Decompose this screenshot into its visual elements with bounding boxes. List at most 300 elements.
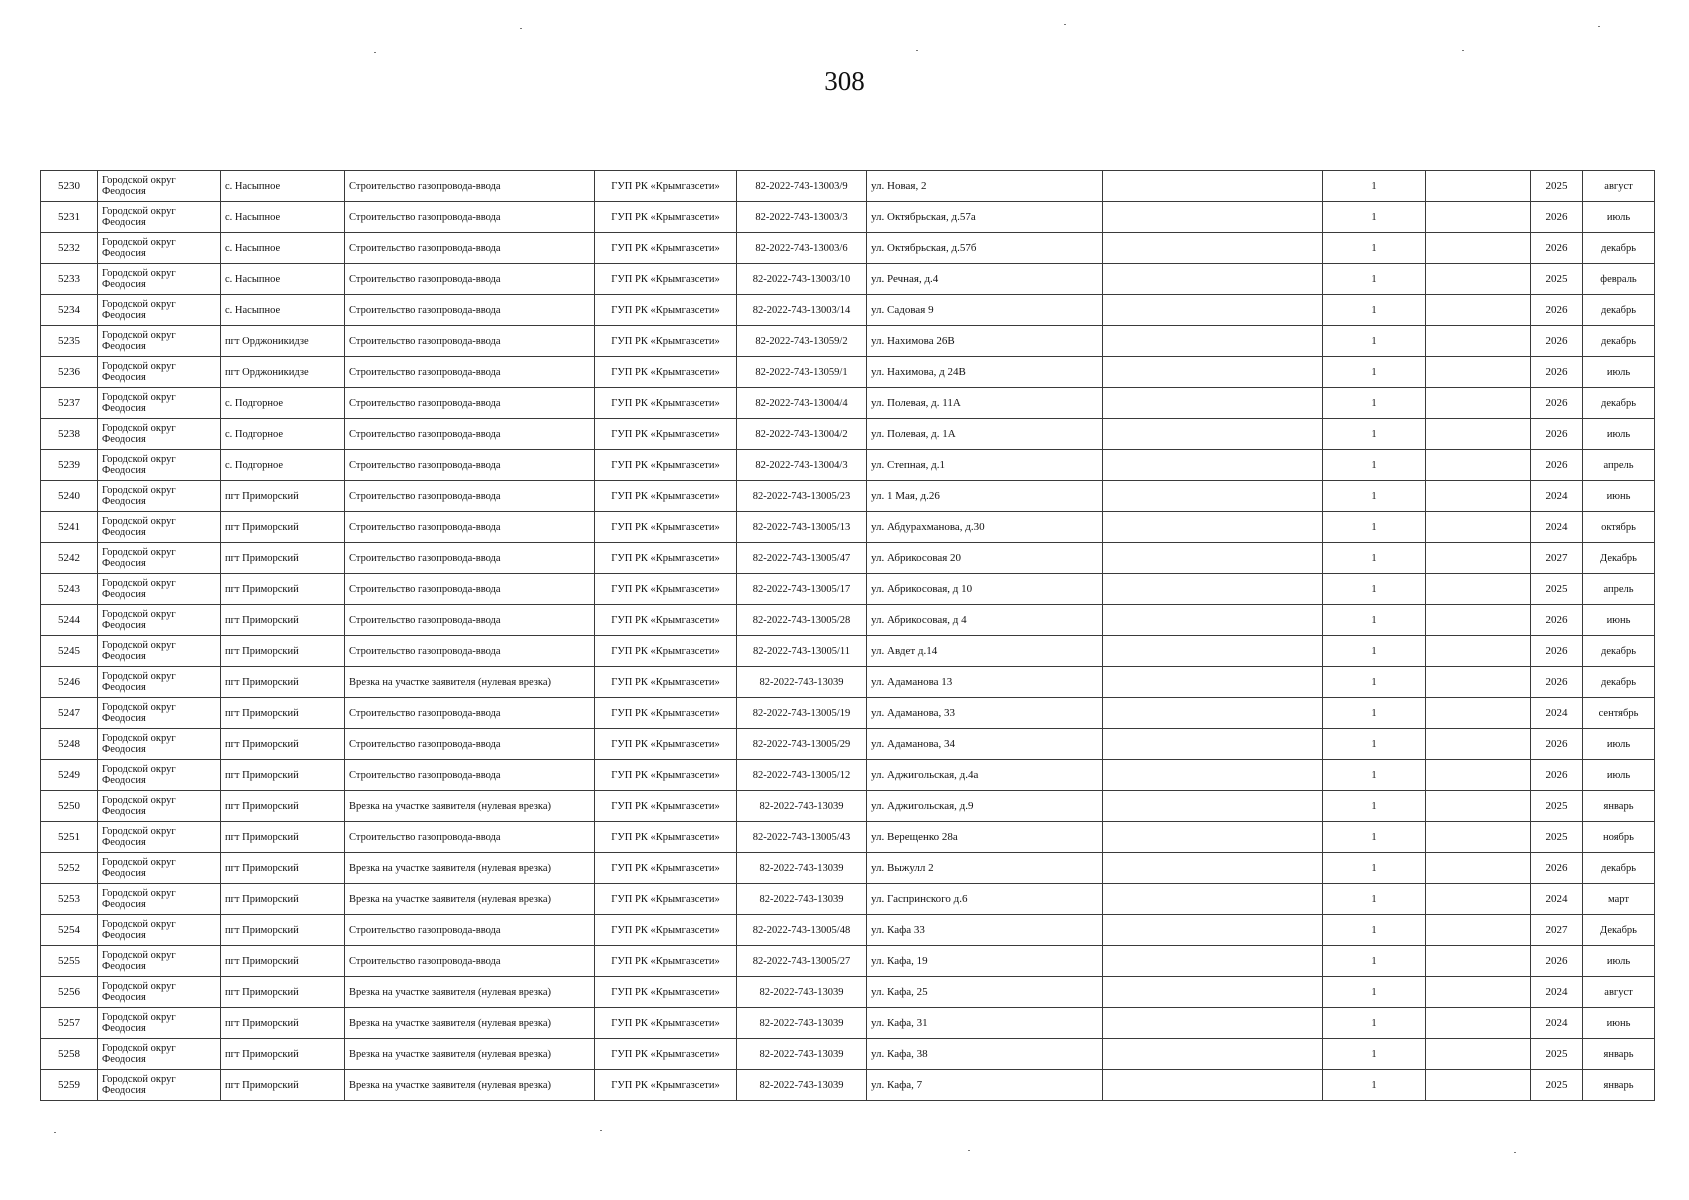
table-row <box>41 729 1655 760</box>
locality-cell: с. Насыпное <box>221 171 345 202</box>
project-code-cell: 82-2022-743-13003/10 <box>737 264 867 295</box>
project-code-cell: 82-2022-743-13004/4 <box>737 388 867 419</box>
month-cell: декабрь <box>1583 295 1655 326</box>
scan-speck <box>374 52 376 53</box>
row-number-cell: 5243 <box>41 574 98 605</box>
row-number-cell: 5258 <box>41 1039 98 1070</box>
blank-cell <box>1426 1008 1531 1039</box>
organization-cell: ГУП РК «Крымгазсети» <box>595 233 737 264</box>
blank-cell <box>1426 884 1531 915</box>
work-type-cell: Врезка на участке заявителя (нулевая врезка) <box>345 1039 595 1070</box>
work-type-cell: Строительство газопровода-ввода <box>345 171 595 202</box>
locality-cell: с. Подгорное <box>221 419 345 450</box>
blank-cell <box>1103 729 1323 760</box>
blank-cell <box>1426 636 1531 667</box>
organization-cell: ГУП РК «Крымгазсети» <box>595 512 737 543</box>
year-cell: 2025 <box>1531 171 1583 202</box>
project-code-cell: 82-2022-743-13005/17 <box>737 574 867 605</box>
address-cell: ул. Гаспринского д.6 <box>867 884 1103 915</box>
row-number-cell: 5233 <box>41 264 98 295</box>
address-cell: ул. Выжулл 2 <box>867 853 1103 884</box>
month-cell: июнь <box>1583 481 1655 512</box>
locality-cell: пгт Приморский <box>221 760 345 791</box>
address-cell: ул. Адаманова, 33 <box>867 698 1103 729</box>
row-number-cell: 5240 <box>41 481 98 512</box>
address-cell: ул. Октябрьская, д.57а <box>867 202 1103 233</box>
table-row <box>41 1039 1655 1070</box>
year-cell: 2026 <box>1531 233 1583 264</box>
year-cell: 2025 <box>1531 822 1583 853</box>
row-number-cell: 5235 <box>41 326 98 357</box>
district-cell: Городской округ Феодосия <box>98 853 221 884</box>
locality-cell: пгт Приморский <box>221 605 345 636</box>
locality-cell: с. Насыпное <box>221 264 345 295</box>
year-cell: 2026 <box>1531 388 1583 419</box>
organization-cell: ГУП РК «Крымгазсети» <box>595 915 737 946</box>
blank-cell <box>1103 202 1323 233</box>
locality-cell: с. Насыпное <box>221 295 345 326</box>
scan-speck <box>1598 26 1600 27</box>
table-row <box>41 512 1655 543</box>
row-number-cell: 5248 <box>41 729 98 760</box>
quantity-cell: 1 <box>1323 915 1426 946</box>
district-cell: Городской округ Феодосия <box>98 605 221 636</box>
row-number-cell: 5231 <box>41 202 98 233</box>
district-cell: Городской округ Феодосия <box>98 388 221 419</box>
quantity-cell: 1 <box>1323 357 1426 388</box>
month-cell: Декабрь <box>1583 543 1655 574</box>
month-cell: июль <box>1583 202 1655 233</box>
blank-cell <box>1103 946 1323 977</box>
year-cell: 2026 <box>1531 202 1583 233</box>
blank-cell <box>1103 760 1323 791</box>
blank-cell <box>1426 233 1531 264</box>
blank-cell <box>1103 295 1323 326</box>
month-cell: декабрь <box>1583 233 1655 264</box>
blank-cell <box>1103 853 1323 884</box>
blank-cell <box>1103 357 1323 388</box>
table-row <box>41 636 1655 667</box>
district-cell: Городской округ Феодосия <box>98 419 221 450</box>
table-row <box>41 388 1655 419</box>
blank-cell <box>1426 543 1531 574</box>
address-cell: ул. Адаманова 13 <box>867 667 1103 698</box>
address-cell: ул. Речная, д.4 <box>867 264 1103 295</box>
work-type-cell: Строительство газопровода-ввода <box>345 760 595 791</box>
organization-cell: ГУП РК «Крымгазсети» <box>595 574 737 605</box>
month-cell: апрель <box>1583 450 1655 481</box>
year-cell: 2026 <box>1531 605 1583 636</box>
month-cell: декабрь <box>1583 636 1655 667</box>
work-type-cell: Врезка на участке заявителя (нулевая врезка) <box>345 791 595 822</box>
district-cell: Городской округ Феодосия <box>98 1008 221 1039</box>
locality-cell: пгт Приморский <box>221 574 345 605</box>
year-cell: 2027 <box>1531 915 1583 946</box>
blank-cell <box>1426 202 1531 233</box>
table-row <box>41 977 1655 1008</box>
row-number-cell: 5253 <box>41 884 98 915</box>
row-number-cell: 5250 <box>41 791 98 822</box>
project-code-cell: 82-2022-743-13004/2 <box>737 419 867 450</box>
table-row <box>41 171 1655 202</box>
district-cell: Городской округ Феодосия <box>98 326 221 357</box>
address-cell: ул. Полевая, д. 1А <box>867 419 1103 450</box>
work-type-cell: Строительство газопровода-ввода <box>345 450 595 481</box>
address-cell: ул. Аджигольская, д.9 <box>867 791 1103 822</box>
blank-cell <box>1103 512 1323 543</box>
locality-cell: с. Насыпное <box>221 202 345 233</box>
district-cell: Городской округ Феодосия <box>98 915 221 946</box>
year-cell: 2025 <box>1531 1039 1583 1070</box>
project-code-cell: 82-2022-743-13005/13 <box>737 512 867 543</box>
organization-cell: ГУП РК «Крымгазсети» <box>595 264 737 295</box>
blank-cell <box>1426 729 1531 760</box>
organization-cell: ГУП РК «Крымгазсети» <box>595 171 737 202</box>
district-cell: Городской округ Феодосия <box>98 698 221 729</box>
month-cell: июль <box>1583 419 1655 450</box>
district-cell: Городской округ Феодосия <box>98 171 221 202</box>
blank-cell <box>1103 884 1323 915</box>
quantity-cell: 1 <box>1323 791 1426 822</box>
table-row <box>41 760 1655 791</box>
quantity-cell: 1 <box>1323 946 1426 977</box>
row-number-cell: 5238 <box>41 419 98 450</box>
year-cell: 2025 <box>1531 791 1583 822</box>
district-cell: Городской округ Феодосия <box>98 574 221 605</box>
table-row <box>41 667 1655 698</box>
locality-cell: пгт Приморский <box>221 977 345 1008</box>
row-number-cell: 5246 <box>41 667 98 698</box>
blank-cell <box>1103 264 1323 295</box>
quantity-cell: 1 <box>1323 636 1426 667</box>
row-number-cell: 5256 <box>41 977 98 1008</box>
work-type-cell: Строительство газопровода-ввода <box>345 481 595 512</box>
table-row <box>41 822 1655 853</box>
quantity-cell: 1 <box>1323 388 1426 419</box>
month-cell: март <box>1583 884 1655 915</box>
project-code-cell: 82-2022-743-13004/3 <box>737 450 867 481</box>
row-number-cell: 5234 <box>41 295 98 326</box>
work-type-cell: Строительство газопровода-ввода <box>345 822 595 853</box>
quantity-cell: 1 <box>1323 1070 1426 1101</box>
district-cell: Городской округ Феодосия <box>98 233 221 264</box>
locality-cell: с. Подгорное <box>221 450 345 481</box>
organization-cell: ГУП РК «Крымгазсети» <box>595 760 737 791</box>
organization-cell: ГУП РК «Крымгазсети» <box>595 1008 737 1039</box>
table-row <box>41 605 1655 636</box>
locality-cell: пгт Приморский <box>221 791 345 822</box>
quantity-cell: 1 <box>1323 729 1426 760</box>
project-code-cell: 82-2022-743-13039 <box>737 667 867 698</box>
row-number-cell: 5232 <box>41 233 98 264</box>
work-type-cell: Врезка на участке заявителя (нулевая врезка) <box>345 884 595 915</box>
year-cell: 2026 <box>1531 760 1583 791</box>
scan-speck <box>968 1150 970 1151</box>
locality-cell: пгт Приморский <box>221 853 345 884</box>
table-row <box>41 1008 1655 1039</box>
quantity-cell: 1 <box>1323 264 1426 295</box>
project-code-cell: 82-2022-743-13003/14 <box>737 295 867 326</box>
project-code-cell: 82-2022-743-13005/28 <box>737 605 867 636</box>
project-code-cell: 82-2022-743-13039 <box>737 1039 867 1070</box>
district-cell: Городской округ Феодосия <box>98 202 221 233</box>
row-number-cell: 5239 <box>41 450 98 481</box>
address-cell: ул. Новая, 2 <box>867 171 1103 202</box>
year-cell: 2026 <box>1531 419 1583 450</box>
blank-cell <box>1103 822 1323 853</box>
blank-cell <box>1426 946 1531 977</box>
district-cell: Городской округ Феодосия <box>98 760 221 791</box>
address-cell: ул. Абрикосовая, д 4 <box>867 605 1103 636</box>
locality-cell: пгт Орджоникидзе <box>221 326 345 357</box>
district-cell: Городской округ Феодосия <box>98 729 221 760</box>
blank-cell <box>1426 915 1531 946</box>
table-row <box>41 698 1655 729</box>
project-code-cell: 82-2022-743-13003/6 <box>737 233 867 264</box>
year-cell: 2026 <box>1531 853 1583 884</box>
organization-cell: ГУП РК «Крымгазсети» <box>595 791 737 822</box>
year-cell: 2024 <box>1531 512 1583 543</box>
month-cell: январь <box>1583 1070 1655 1101</box>
district-cell: Городской округ Феодосия <box>98 543 221 574</box>
month-cell: Декабрь <box>1583 915 1655 946</box>
address-cell: ул. Кафа, 31 <box>867 1008 1103 1039</box>
blank-cell <box>1426 791 1531 822</box>
table-row <box>41 543 1655 574</box>
month-cell: октябрь <box>1583 512 1655 543</box>
project-code-cell: 82-2022-743-13005/12 <box>737 760 867 791</box>
quantity-cell: 1 <box>1323 977 1426 1008</box>
month-cell: апрель <box>1583 574 1655 605</box>
blank-cell <box>1426 667 1531 698</box>
blank-cell <box>1426 512 1531 543</box>
table-row <box>41 915 1655 946</box>
organization-cell: ГУП РК «Крымгазсети» <box>595 419 737 450</box>
quantity-cell: 1 <box>1323 853 1426 884</box>
district-cell: Городской округ Феодосия <box>98 1070 221 1101</box>
locality-cell: пгт Приморский <box>221 915 345 946</box>
year-cell: 2024 <box>1531 481 1583 512</box>
blank-cell <box>1426 605 1531 636</box>
work-type-cell: Врезка на участке заявителя (нулевая врезка) <box>345 1070 595 1101</box>
work-type-cell: Строительство газопровода-ввода <box>345 326 595 357</box>
table-row <box>41 202 1655 233</box>
project-code-cell: 82-2022-743-13003/9 <box>737 171 867 202</box>
project-code-cell: 82-2022-743-13005/48 <box>737 915 867 946</box>
district-cell: Городской округ Феодосия <box>98 357 221 388</box>
work-type-cell: Строительство газопровода-ввода <box>345 543 595 574</box>
organization-cell: ГУП РК «Крымгазсети» <box>595 667 737 698</box>
scan-speck <box>916 50 918 51</box>
project-code-cell: 82-2022-743-13005/19 <box>737 698 867 729</box>
project-code-cell: 82-2022-743-13039 <box>737 884 867 915</box>
blank-cell <box>1103 419 1323 450</box>
district-cell: Городской округ Феодосия <box>98 977 221 1008</box>
year-cell: 2026 <box>1531 326 1583 357</box>
address-cell: ул. Полевая, д. 11А <box>867 388 1103 419</box>
project-code-cell: 82-2022-743-13059/1 <box>737 357 867 388</box>
blank-cell <box>1426 574 1531 605</box>
project-code-cell: 82-2022-743-13039 <box>737 791 867 822</box>
blank-cell <box>1103 698 1323 729</box>
row-number-cell: 5247 <box>41 698 98 729</box>
quantity-cell: 1 <box>1323 419 1426 450</box>
quantity-cell: 1 <box>1323 667 1426 698</box>
month-cell: июль <box>1583 357 1655 388</box>
quantity-cell: 1 <box>1323 574 1426 605</box>
month-cell: январь <box>1583 791 1655 822</box>
locality-cell: пгт Приморский <box>221 884 345 915</box>
address-cell: ул. 1 Мая, д.26 <box>867 481 1103 512</box>
quantity-cell: 1 <box>1323 884 1426 915</box>
work-type-cell: Строительство газопровода-ввода <box>345 512 595 543</box>
locality-cell: пгт Приморский <box>221 636 345 667</box>
locality-cell: пгт Приморский <box>221 698 345 729</box>
row-number-cell: 5237 <box>41 388 98 419</box>
work-type-cell: Строительство газопровода-ввода <box>345 946 595 977</box>
table-row <box>41 419 1655 450</box>
quantity-cell: 1 <box>1323 295 1426 326</box>
address-cell: ул. Авдет д.14 <box>867 636 1103 667</box>
scan-speck <box>54 1132 56 1133</box>
blank-cell <box>1103 233 1323 264</box>
address-cell: ул. Абрикосовая 20 <box>867 543 1103 574</box>
table-row <box>41 450 1655 481</box>
organization-cell: ГУП РК «Крымгазсети» <box>595 543 737 574</box>
blank-cell <box>1426 853 1531 884</box>
table-row <box>41 791 1655 822</box>
organization-cell: ГУП РК «Крымгазсети» <box>595 295 737 326</box>
organization-cell: ГУП РК «Крымгазсети» <box>595 357 737 388</box>
month-cell: июль <box>1583 946 1655 977</box>
year-cell: 2026 <box>1531 729 1583 760</box>
blank-cell <box>1103 977 1323 1008</box>
table-row <box>41 357 1655 388</box>
work-type-cell: Строительство газопровода-ввода <box>345 295 595 326</box>
work-type-cell: Строительство газопровода-ввода <box>345 636 595 667</box>
scan-speck <box>1514 1152 1516 1153</box>
quantity-cell: 1 <box>1323 605 1426 636</box>
quantity-cell: 1 <box>1323 822 1426 853</box>
year-cell: 2026 <box>1531 946 1583 977</box>
blank-cell <box>1426 1070 1531 1101</box>
organization-cell: ГУП РК «Крымгазсети» <box>595 1039 737 1070</box>
address-cell: ул. Нахимова 26В <box>867 326 1103 357</box>
blank-cell <box>1103 171 1323 202</box>
row-number-cell: 5249 <box>41 760 98 791</box>
row-number-cell: 5242 <box>41 543 98 574</box>
scan-speck <box>520 28 522 29</box>
table-row <box>41 264 1655 295</box>
project-code-cell: 82-2022-743-13005/47 <box>737 543 867 574</box>
district-cell: Городской округ Феодосия <box>98 667 221 698</box>
year-cell: 2024 <box>1531 1008 1583 1039</box>
organization-cell: ГУП РК «Крымгазсети» <box>595 853 737 884</box>
blank-cell <box>1426 419 1531 450</box>
blank-cell <box>1426 760 1531 791</box>
district-cell: Городской округ Феодосия <box>98 264 221 295</box>
address-cell: ул. Октябрьская, д.57б <box>867 233 1103 264</box>
blank-cell <box>1103 326 1323 357</box>
locality-cell: пгт Приморский <box>221 512 345 543</box>
district-cell: Городской округ Феодосия <box>98 822 221 853</box>
table-row <box>41 574 1655 605</box>
quantity-cell: 1 <box>1323 698 1426 729</box>
district-cell: Городской округ Феодосия <box>98 481 221 512</box>
locality-cell: пгт Приморский <box>221 946 345 977</box>
table-row <box>41 481 1655 512</box>
district-cell: Городской округ Феодосия <box>98 946 221 977</box>
address-cell: ул. Абдурахманова, д.30 <box>867 512 1103 543</box>
year-cell: 2025 <box>1531 264 1583 295</box>
address-cell: ул. Верещенко 28а <box>867 822 1103 853</box>
row-number-cell: 5257 <box>41 1008 98 1039</box>
address-cell: ул. Нахимова, д 24В <box>867 357 1103 388</box>
month-cell: январь <box>1583 1039 1655 1070</box>
blank-cell <box>1103 791 1323 822</box>
table-row <box>41 295 1655 326</box>
work-type-cell: Строительство газопровода-ввода <box>345 574 595 605</box>
organization-cell: ГУП РК «Крымгазсети» <box>595 450 737 481</box>
blank-cell <box>1103 1008 1323 1039</box>
gas-connection-table <box>40 170 1655 1101</box>
blank-cell <box>1426 264 1531 295</box>
blank-cell <box>1103 667 1323 698</box>
table-row <box>41 853 1655 884</box>
work-type-cell: Врезка на участке заявителя (нулевая врезка) <box>345 853 595 884</box>
district-cell: Городской округ Феодосия <box>98 450 221 481</box>
month-cell: июль <box>1583 760 1655 791</box>
blank-cell <box>1103 574 1323 605</box>
organization-cell: ГУП РК «Крымгазсети» <box>595 636 737 667</box>
organization-cell: ГУП РК «Крымгазсети» <box>595 1070 737 1101</box>
month-cell: сентябрь <box>1583 698 1655 729</box>
locality-cell: пгт Приморский <box>221 1070 345 1101</box>
scan-speck <box>600 1130 602 1131</box>
address-cell: ул. Садовая 9 <box>867 295 1103 326</box>
address-cell: ул. Кафа, 7 <box>867 1070 1103 1101</box>
address-cell: ул. Адаманова, 34 <box>867 729 1103 760</box>
district-cell: Городской округ Феодосия <box>98 1039 221 1070</box>
row-number-cell: 5254 <box>41 915 98 946</box>
work-type-cell: Строительство газопровода-ввода <box>345 915 595 946</box>
address-cell: ул. Кафа, 19 <box>867 946 1103 977</box>
project-code-cell: 82-2022-743-13005/29 <box>737 729 867 760</box>
quantity-cell: 1 <box>1323 512 1426 543</box>
address-cell: ул. Кафа, 25 <box>867 977 1103 1008</box>
blank-cell <box>1426 326 1531 357</box>
blank-cell <box>1426 295 1531 326</box>
locality-cell: пгт Приморский <box>221 1039 345 1070</box>
district-cell: Городской округ Феодосия <box>98 884 221 915</box>
blank-cell <box>1103 605 1323 636</box>
year-cell: 2026 <box>1531 636 1583 667</box>
work-type-cell: Строительство газопровода-ввода <box>345 264 595 295</box>
quantity-cell: 1 <box>1323 760 1426 791</box>
year-cell: 2026 <box>1531 450 1583 481</box>
month-cell: декабрь <box>1583 853 1655 884</box>
row-number-cell: 5255 <box>41 946 98 977</box>
blank-cell <box>1426 481 1531 512</box>
organization-cell: ГУП РК «Крымгазсети» <box>595 698 737 729</box>
project-code-cell: 82-2022-743-13005/23 <box>737 481 867 512</box>
organization-cell: ГУП РК «Крымгазсети» <box>595 202 737 233</box>
organization-cell: ГУП РК «Крымгазсети» <box>595 884 737 915</box>
locality-cell: с. Насыпное <box>221 233 345 264</box>
address-cell: ул. Аджигольская, д.4а <box>867 760 1103 791</box>
blank-cell <box>1426 1039 1531 1070</box>
blank-cell <box>1426 450 1531 481</box>
